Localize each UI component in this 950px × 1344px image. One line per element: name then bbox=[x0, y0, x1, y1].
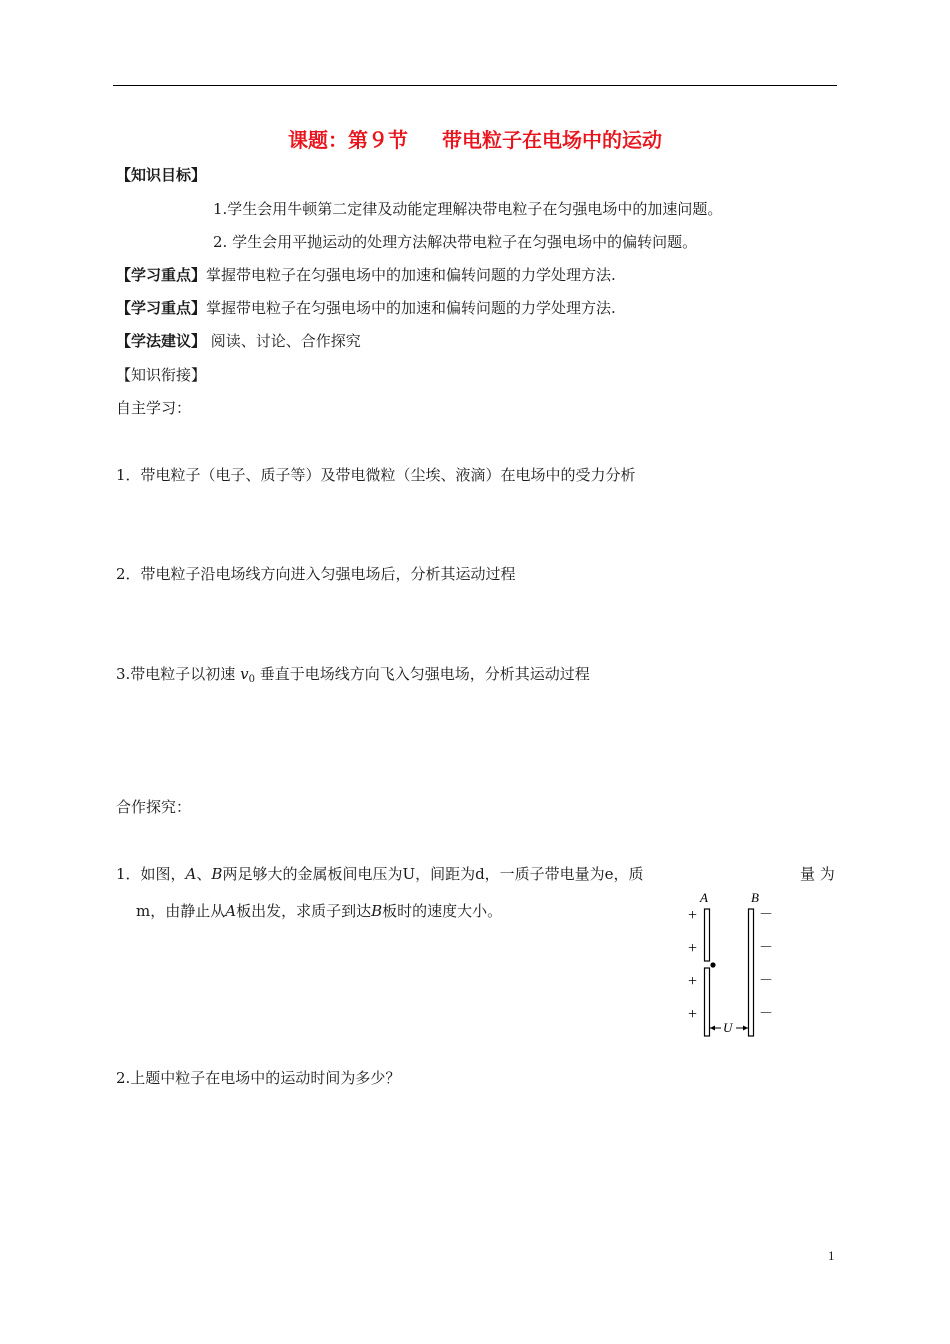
self-study-heading: 自主学习： bbox=[116, 399, 192, 417]
capacitor-figure bbox=[680, 885, 780, 1045]
voltage-arrowhead-left bbox=[710, 1026, 715, 1031]
focus-label-2: 【学习重点】 bbox=[116, 299, 207, 317]
plate-b-label: B bbox=[751, 890, 759, 905]
self-study-question-3: 3.带电粒子以初速 $v_0$ 垂直于电场线方向飞入匀强电场，分析其运动过程 bbox=[116, 665, 590, 685]
focus-text-1: 掌握带电粒子在匀强电场中的加速和偏转问题的力学处理方法. bbox=[206, 266, 616, 284]
method-row bbox=[116, 330, 361, 351]
minus-sign-4: － bbox=[759, 1007, 773, 1022]
focus-label-1: 【学习重点】 bbox=[116, 266, 207, 284]
plate-b bbox=[749, 909, 754, 1036]
coop-heading: 合作探究： bbox=[116, 798, 192, 816]
plus-sign-3: + bbox=[688, 973, 698, 990]
header-rule bbox=[113, 85, 837, 86]
plus-sign-2: + bbox=[688, 940, 698, 957]
title-section: 课题：第９节 bbox=[288, 128, 408, 152]
plate-a-lower bbox=[705, 968, 710, 1036]
minus-sign-3: － bbox=[759, 974, 773, 989]
method-text: 阅读、讨论、合作探究 bbox=[206, 332, 361, 350]
self-study-question-1: 1．带电粒子（电子、质子等）及带电微粒（尘埃、液滴）在电场中的受力分析 bbox=[116, 466, 636, 484]
knowledge-link-label: 【知识衔接】 bbox=[116, 366, 207, 384]
objectives-label: 【知识目标】 bbox=[116, 166, 207, 184]
velocity-symbol: v bbox=[240, 665, 249, 683]
title-topic: 带电粒子在电场中的运动 bbox=[442, 128, 662, 152]
plus-sign-4: + bbox=[688, 1006, 698, 1023]
focus-row-2 bbox=[116, 297, 616, 318]
proton-dot bbox=[710, 962, 715, 967]
focus-row-1 bbox=[116, 264, 616, 285]
voltage-arrowhead-right bbox=[743, 1026, 748, 1031]
objective-item-2: 2. 学生会用平抛运动的处理方法解决带电粒子在匀强电场中的偏转问题。 bbox=[213, 233, 698, 251]
plate-a-upper bbox=[705, 909, 710, 961]
coop-problem-2: 2.上题中粒子在电场中的运动时间为多少？ bbox=[116, 1069, 401, 1087]
focus-text-2: 掌握带电粒子在匀强电场中的加速和偏转问题的力学处理方法. bbox=[206, 299, 616, 317]
voltage-label: U bbox=[723, 1020, 733, 1035]
velocity-subscript: 0 bbox=[248, 674, 255, 685]
minus-sign-1: － bbox=[759, 908, 773, 923]
coop-problem-1-line-2: m，由静止从A板出发，求质子到达B板时的速度大小。 bbox=[136, 902, 503, 920]
objective-item-1: 1.学生会用牛顿第二定律及动能定理解决带电粒子在匀强电场中的加速问题。 bbox=[213, 200, 723, 218]
minus-sign-2: － bbox=[759, 941, 773, 956]
page-title bbox=[0, 124, 950, 153]
coop-problem-1-line-1: 1．如图，A、B两足够大的金属板间电压为U，间距为d，一质子带电量为e，质 bbox=[116, 865, 644, 883]
method-label: 【学法建议】 bbox=[116, 332, 207, 350]
plus-sign-1: + bbox=[688, 907, 698, 924]
self-study-question-2: 2．带电粒子沿电场线方向进入匀强电场后，分析其运动过程 bbox=[116, 565, 516, 583]
coop-problem-1-line-1-end: 量 为 bbox=[800, 865, 835, 883]
plate-a-label: A bbox=[700, 890, 708, 905]
page-number: 1 bbox=[828, 1248, 835, 1263]
